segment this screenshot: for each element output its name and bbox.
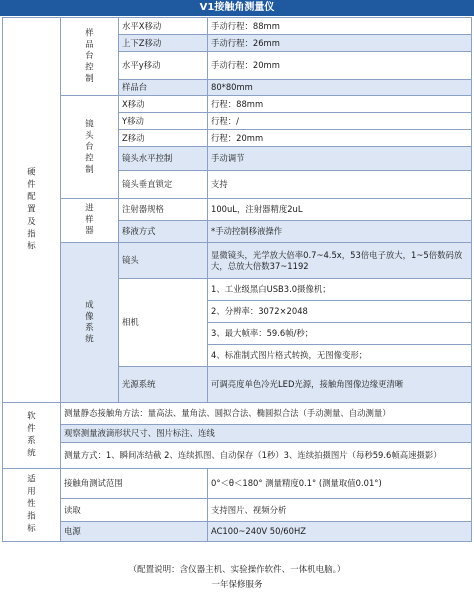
spec-value: 行程：20mm [208, 130, 472, 147]
spec-value: 支持图片、视频分析 [208, 499, 472, 522]
applicability-label: 适用性指标 [3, 469, 61, 542]
sample-stage-label: 样品台控制 [61, 18, 119, 96]
spec-name: 样品台 [119, 80, 208, 96]
spec-value: *手动控制移液操作 [208, 221, 472, 243]
config-note: （配置说明：含仪器主机、实验操作软件、一体机电脑。） [128, 565, 346, 575]
lens-stage-label: 镜头台控制 [61, 96, 119, 199]
spec-value: AC100~240V 50/60HZ [208, 522, 472, 542]
spec-name: 相机 [119, 279, 208, 367]
spec-value: 3、最大帧率：59.6帧/秒； [208, 323, 472, 345]
spec-value: 100uL，注射器精度2uL [208, 199, 472, 221]
spec-name: 镜头水平控制 [119, 147, 208, 171]
spec-name: 光源系统 [119, 367, 208, 403]
spec-name: 上下Z移动 [119, 35, 208, 52]
software-row: 观察测量液滴形状尺寸、图片标注、连线 [61, 425, 472, 443]
spec-value: 0°＜θ＜180° 测量精度0.1° (测量取值0.01°) [208, 469, 472, 499]
spec-value: 显微镜头，光学放大倍率0.7~4.5x，53倍电子放大，1~5倍数码放大，总放大倍数37~1192 [208, 243, 472, 279]
hardware-label: 硬件配置及指标 [3, 18, 61, 403]
spec-name: 注射器规格 [119, 199, 208, 221]
spec-name: 接触角测试范围 [61, 469, 208, 499]
spec-value: 支持 [208, 171, 472, 199]
spec-value: 1、工业级黑白USB3.0摄像机； [208, 279, 472, 301]
imaging-label: 成像系统 [61, 243, 119, 403]
spec-value: 手动行程：26mm [208, 35, 472, 52]
software-row: 测量静态接触角方法：量高法、量角法、圆拟合法、椭圆拟合法（手动测量、自动测量） [61, 403, 472, 425]
spec-value: 行程：/ [208, 113, 472, 130]
spec-name: 镜头垂直锁定 [119, 171, 208, 199]
spec-table [2, 17, 472, 542]
spec-value: 80*80mm [208, 80, 472, 96]
spec-value: 行程：88mm [208, 96, 472, 113]
spec-value: 4、标准制式图片格式转换，无图像变形； [208, 345, 472, 367]
spec-name: 移液方式 [119, 221, 208, 243]
spec-name: 水平X移动 [119, 18, 208, 35]
spec-value: 可调亮度单色冷光LED光源，接触角图像边缘更清晰 [208, 367, 472, 403]
page-title: V1接触角测量仪 [0, 0, 474, 16]
spec-name: 水平y移动 [119, 52, 208, 80]
software-row: 测量方式：1、瞬间冻结截 2、连续抓图、自动保存（1秒）3、连续拍摄图片（每秒59.6帧高速摄影） [61, 443, 472, 469]
software-label: 软件系统 [3, 403, 61, 469]
spec-name: 电源 [61, 522, 208, 542]
spec-name: 镜头 [119, 243, 208, 279]
spec-name: 读取 [61, 499, 208, 522]
spec-value: 手动调节 [208, 147, 472, 171]
warranty-note: 一年保修服务 [211, 580, 263, 590]
spec-value: 2、分辨率：3072×2048 [208, 301, 472, 323]
spec-value: 手动行程：88mm [208, 18, 472, 35]
spec-name: X移动 [119, 96, 208, 113]
spec-name: Y移动 [119, 113, 208, 130]
injector-label: 进样器 [61, 199, 119, 243]
spec-value: 手动行程：20mm [208, 52, 472, 80]
spec-name: Z移动 [119, 130, 208, 147]
